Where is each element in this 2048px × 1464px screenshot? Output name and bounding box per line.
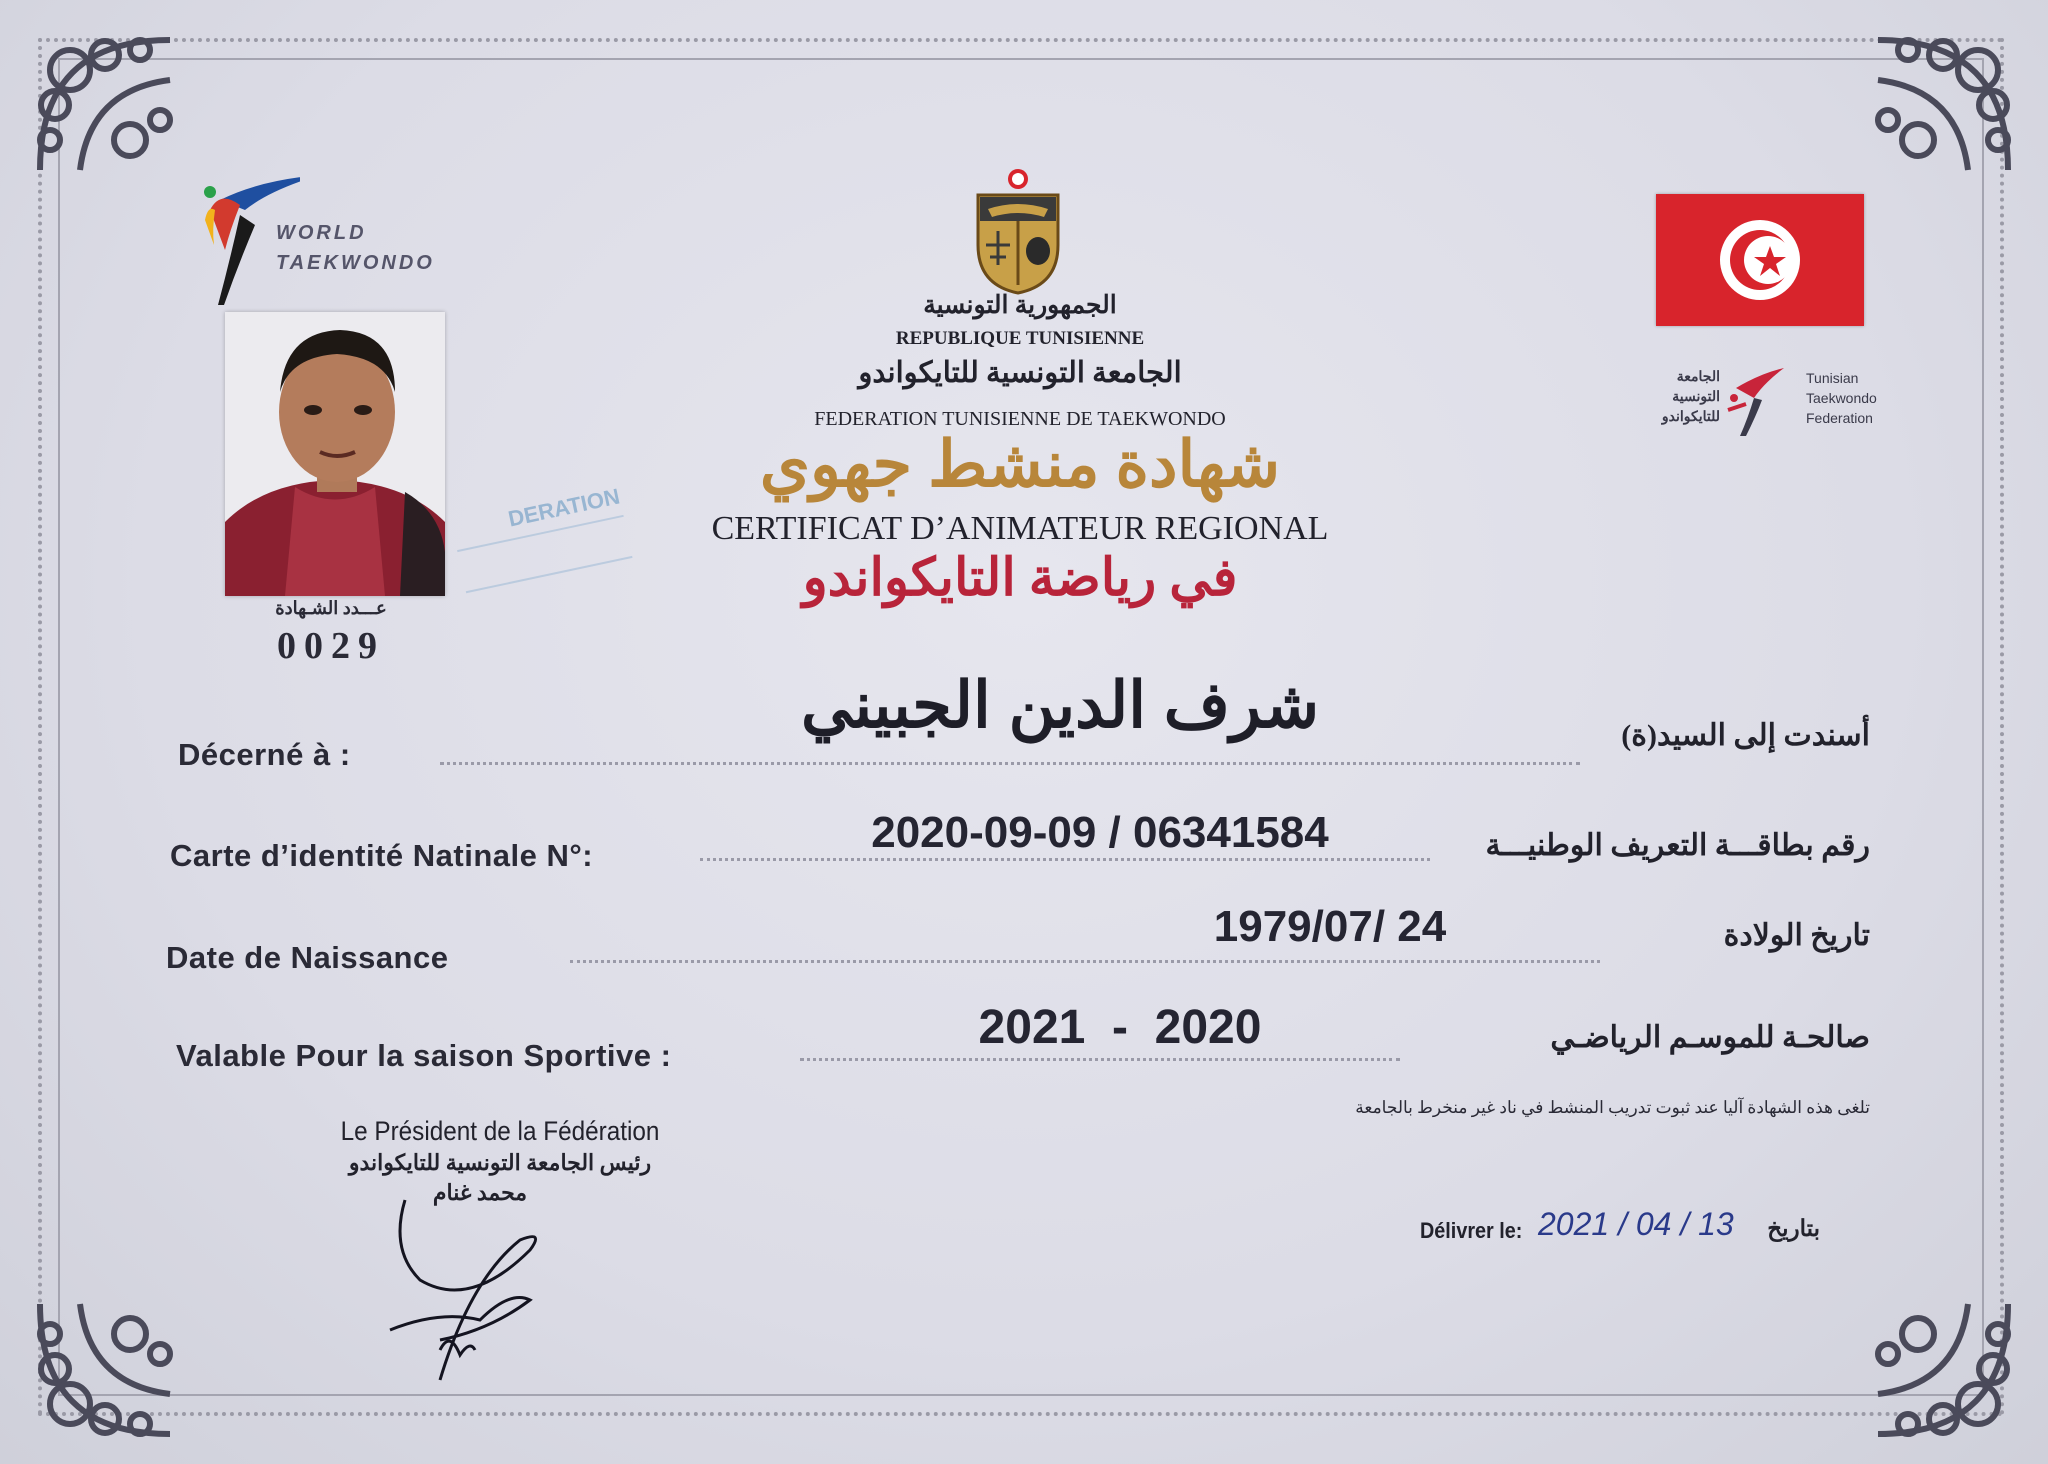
republic-arabic: الجمهورية التونسية xyxy=(923,292,1117,319)
president-title-fr: Le Président de la Fédération xyxy=(340,1116,660,1146)
title-french: CERTIFICAT D’ANIMATEUR REGIONAL xyxy=(711,510,1329,547)
title-arabic-sub: في رياضة التايكواندو xyxy=(802,550,1238,607)
president-name-ar: محمد غنام xyxy=(432,1180,528,1205)
id-card-label-ar: رقم بطاقـــة التعريف الوطنيـــة xyxy=(1485,829,1870,862)
birth-date-dotted-line xyxy=(570,960,1600,963)
corner-ornament-top-right xyxy=(1838,20,2028,210)
stamp-text: DERATION xyxy=(505,483,622,532)
certificate-number-label: عـــدد الشـهادة xyxy=(275,598,387,618)
season-value: 2021 - 2020 xyxy=(978,1001,1262,1054)
logo-en-line-3: Federation xyxy=(1806,410,1873,426)
tunisia-flag-icon xyxy=(1656,194,1864,326)
president-title-ar: رئيس الجامعة التونسية للتايكواندو xyxy=(348,1150,652,1175)
federation-logo-english xyxy=(1806,368,1877,428)
corner-ornament-bottom-right xyxy=(1838,1264,2028,1454)
awarded-to-label-ar: أسندت إلى السيد(ة) xyxy=(1621,719,1870,752)
person-portrait-icon xyxy=(225,312,445,596)
id-card-label-fr: Carte d’identité Natinale N°: xyxy=(170,838,594,873)
logo-text-taekwondo: TAEKWONDO xyxy=(276,252,435,274)
logo-en-line-2: Taekwondo xyxy=(1806,390,1877,406)
republic-french: REPUBLIQUE TUNISIENNE xyxy=(895,328,1145,349)
certificate-number-value: 0029 xyxy=(277,625,385,667)
delivery-label-ar: بتاريخ xyxy=(1767,1216,1820,1241)
logo-en-line-1: Tunisian xyxy=(1806,370,1859,386)
federation-arabic: الجامعة التونسية للتايكواندو xyxy=(858,357,1182,389)
coat-of-arms-icon xyxy=(968,165,1068,295)
birth-date-label-ar: تاريخ الولادة xyxy=(1723,919,1870,952)
delivery-date-value: 2021 / 04 / 13 xyxy=(1538,1206,1734,1242)
corner-ornament-bottom-left xyxy=(20,1264,210,1454)
logo-text-world: WORLD xyxy=(276,222,367,244)
world-taekwondo-wordmark xyxy=(276,218,435,278)
federation-logo-arabic xyxy=(1630,368,1720,428)
logo-ar-line-3: للتايكواندو xyxy=(1661,410,1720,425)
title-arabic-main: شهادة منشط جهوي xyxy=(759,429,1281,500)
delivery-label-fr: Délivrer le: xyxy=(1420,1218,1523,1243)
federation-emblem-icon xyxy=(1726,368,1786,438)
awarded-to-value: شرف الدين الجبيني xyxy=(800,669,1320,741)
revocation-note: تلغى هذه الشهادة آليا عند ثبوت تدريب المنشط في ناد غير منخرط بالجامعة xyxy=(1355,1098,1870,1117)
logo-ar-line-1: الجامعة xyxy=(1676,370,1720,385)
logo-ar-line-2: التونسية xyxy=(1672,390,1720,405)
season-dotted-line xyxy=(800,1058,1400,1061)
holder-photo xyxy=(225,312,445,596)
corner-ornament-top-left xyxy=(20,20,210,210)
birth-date-label-fr: Date de Naissance xyxy=(166,940,449,975)
federation-french: FEDERATION TUNISIENNE DE TAEKWONDO xyxy=(814,408,1226,430)
world-taekwondo-logo xyxy=(200,170,440,310)
id-card-value: 2020-09-09 / 06341584 xyxy=(871,808,1329,857)
birth-date-value: 1979/07/ 24 xyxy=(1213,902,1447,951)
season-label-ar: صالحـة للموسـم الرياضـي xyxy=(1550,1021,1870,1054)
id-card-dotted-line xyxy=(700,858,1430,861)
awarded-to-dotted-line xyxy=(440,762,1580,765)
awarded-to-label-fr: Décerné à : xyxy=(178,737,351,772)
tunisian-federation-logo xyxy=(1630,368,1890,448)
president-signature xyxy=(380,1190,560,1390)
season-label-fr: Valable Pour la saison Sportive : xyxy=(176,1038,672,1073)
